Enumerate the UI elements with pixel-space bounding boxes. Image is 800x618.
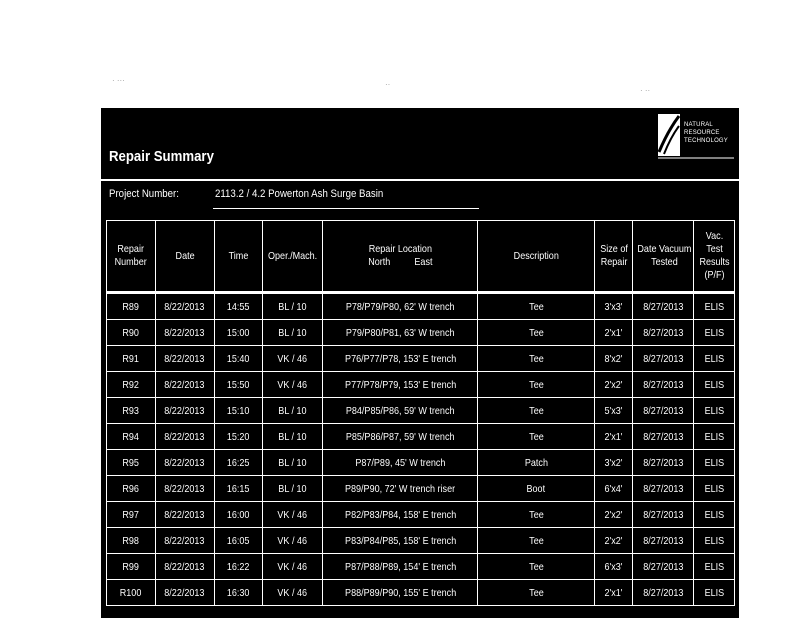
scan-artifact-right: · ·· [640, 86, 651, 95]
cell-date-tested: 8/27/2013 [633, 450, 694, 476]
cell-description: Tee [478, 346, 595, 372]
project-number-value: 2113.2 / 4.2 Powerton Ash Surge Basin [215, 188, 384, 200]
cell-description: Tee [478, 528, 595, 554]
cell-repair-location: P88/P89/P90, 155' E trench [323, 580, 478, 606]
table-row [107, 398, 735, 424]
header-east: East [414, 256, 433, 268]
cell-oper-mach: BL / 10 [263, 320, 323, 346]
table-row [107, 346, 735, 372]
cell-repair-number: R96 [107, 476, 156, 502]
cell-description: Tee [478, 502, 595, 528]
header-vac-test-results: Vac. Test Results (P/F) [694, 221, 735, 293]
header-date-vacuum-tested: Date Vacuum Tested [633, 221, 694, 293]
header-oper-mach: Oper./Mach. [263, 221, 323, 293]
table-row [107, 476, 735, 502]
cell-description: Tee [478, 293, 595, 320]
title-divider [101, 179, 739, 181]
cell-repair-location: P85/P86/P87, 59' W trench [323, 424, 478, 450]
cell-repair-location: P76/P77/P78, 153' E trench [323, 346, 478, 372]
table-row [107, 554, 735, 580]
cell-time: 14:55 [214, 293, 263, 320]
cell-result: ELIS [694, 554, 735, 580]
cell-time: 15:40 [214, 346, 263, 372]
cell-size: 2'x1' [594, 580, 633, 606]
cell-repair-location: P83/P84/P85, 158' E trench [323, 528, 478, 554]
cell-date: 8/22/2013 [155, 580, 214, 606]
cell-size: 2'x2' [594, 502, 633, 528]
cell-repair-location: P87/P89, 45' W trench [323, 450, 478, 476]
cell-repair-number: R98 [107, 528, 156, 554]
cell-repair-location: P89/P90, 72' W trench riser [323, 476, 478, 502]
cell-repair-number: R93 [107, 398, 156, 424]
logo-word-3: TECHNOLOGY [684, 138, 729, 144]
cell-result: ELIS [694, 424, 735, 450]
cell-description: Tee [478, 372, 595, 398]
header-time: Time [214, 221, 263, 293]
cell-size: 2'x1' [594, 424, 633, 450]
cell-repair-location: P84/P85/P86, 59' W trench [323, 398, 478, 424]
cell-time: 16:30 [214, 580, 263, 606]
repair-table [106, 220, 735, 606]
cell-time: 15:50 [214, 372, 263, 398]
cell-result: ELIS [694, 372, 735, 398]
cell-date-tested: 8/27/2013 [633, 424, 694, 450]
cell-date-tested: 8/27/2013 [633, 293, 694, 320]
cell-result: ELIS [694, 398, 735, 424]
cell-date: 8/22/2013 [155, 398, 214, 424]
cell-oper-mach: BL / 10 [263, 476, 323, 502]
cell-repair-location: P82/P83/P84, 158' E trench [323, 502, 478, 528]
repair-summary-sheet [101, 108, 739, 618]
cell-description: Tee [478, 580, 595, 606]
company-logo [656, 112, 736, 164]
cell-date: 8/22/2013 [155, 450, 214, 476]
cell-time: 16:22 [214, 554, 263, 580]
cell-date-tested: 8/27/2013 [633, 580, 694, 606]
cell-date-tested: 8/27/2013 [633, 476, 694, 502]
cell-size: 8'x2' [594, 346, 633, 372]
cell-repair-location: P78/P79/P80, 62' W trench [323, 293, 478, 320]
cell-time: 15:00 [214, 320, 263, 346]
cell-description: Tee [478, 320, 595, 346]
cell-time: 16:15 [214, 476, 263, 502]
cell-date: 8/22/2013 [155, 372, 214, 398]
cell-date-tested: 8/27/2013 [633, 346, 694, 372]
cell-size: 2'x2' [594, 528, 633, 554]
header-description: Description [478, 221, 595, 293]
cell-description: Tee [478, 554, 595, 580]
cell-date-tested: 8/27/2013 [633, 554, 694, 580]
cell-oper-mach: BL / 10 [263, 293, 323, 320]
cell-repair-number: R97 [107, 502, 156, 528]
table-row [107, 502, 735, 528]
cell-date: 8/22/2013 [155, 320, 214, 346]
scan-artifact-middle: ·· [385, 80, 391, 89]
cell-date: 8/22/2013 [155, 502, 214, 528]
cell-date: 8/22/2013 [155, 424, 214, 450]
cell-oper-mach: BL / 10 [263, 450, 323, 476]
cell-time: 16:05 [214, 528, 263, 554]
cell-result: ELIS [694, 580, 735, 606]
cell-oper-mach: VK / 46 [263, 580, 323, 606]
cell-repair-number: R89 [107, 293, 156, 320]
page-title: Repair Summary [109, 148, 214, 165]
cell-repair-number: R99 [107, 554, 156, 580]
logo-text [684, 121, 728, 145]
cell-size: 2'x2' [594, 372, 633, 398]
table-row [107, 293, 735, 320]
table-header-row [107, 221, 735, 293]
cell-size: 3'x2' [594, 450, 633, 476]
cell-oper-mach: VK / 46 [263, 554, 323, 580]
table-row [107, 580, 735, 606]
cell-repair-number: R91 [107, 346, 156, 372]
project-number-label: Project Number: [109, 188, 179, 200]
logo-word-2: RESOURCE [684, 130, 720, 136]
header-repair-number: Repair Number [107, 221, 156, 293]
table-row [107, 424, 735, 450]
table-row [107, 450, 735, 476]
cell-result: ELIS [694, 528, 735, 554]
cell-oper-mach: BL / 10 [263, 398, 323, 424]
cell-oper-mach: VK / 46 [263, 528, 323, 554]
cell-date-tested: 8/27/2013 [633, 320, 694, 346]
cell-oper-mach: VK / 46 [263, 372, 323, 398]
header-north: North [368, 256, 391, 268]
cell-result: ELIS [694, 346, 735, 372]
header-size-of-repair: Size of Repair [594, 221, 633, 293]
cell-size: 6'x4' [594, 476, 633, 502]
cell-oper-mach: BL / 10 [263, 424, 323, 450]
cell-time: 15:10 [214, 398, 263, 424]
cell-result: ELIS [694, 320, 735, 346]
cell-result: ELIS [694, 476, 735, 502]
cell-repair-number: R100 [107, 580, 156, 606]
cell-oper-mach: VK / 46 [263, 346, 323, 372]
cell-description: Tee [478, 398, 595, 424]
cell-date: 8/22/2013 [155, 476, 214, 502]
cell-size: 5'x3' [594, 398, 633, 424]
project-underline [213, 208, 479, 209]
cell-time: 16:00 [214, 502, 263, 528]
cell-repair-number: R95 [107, 450, 156, 476]
cell-result: ELIS [694, 293, 735, 320]
table-row [107, 320, 735, 346]
cell-date: 8/22/2013 [155, 293, 214, 320]
cell-description: Tee [478, 424, 595, 450]
cell-date-tested: 8/27/2013 [633, 398, 694, 424]
cell-time: 16:25 [214, 450, 263, 476]
table-row [107, 372, 735, 398]
cell-date: 8/22/2013 [155, 346, 214, 372]
cell-date-tested: 8/27/2013 [633, 528, 694, 554]
scan-artifact-left: · ··· [112, 76, 125, 85]
header-date: Date [155, 221, 214, 293]
cell-date: 8/22/2013 [155, 528, 214, 554]
cell-size: 3'x3' [594, 293, 633, 320]
cell-oper-mach: VK / 46 [263, 502, 323, 528]
cell-description: Patch [478, 450, 595, 476]
header-repair-location: Repair Location North East [323, 221, 478, 293]
logo-word-1: NATURAL [684, 122, 713, 128]
cell-repair-location: P77/P78/P79, 153' E trench [323, 372, 478, 398]
cell-repair-location: P87/P88/P89, 154' E trench [323, 554, 478, 580]
cell-time: 15:20 [214, 424, 263, 450]
cell-result: ELIS [694, 502, 735, 528]
cell-date: 8/22/2013 [155, 554, 214, 580]
cell-result: ELIS [694, 450, 735, 476]
cell-repair-number: R92 [107, 372, 156, 398]
cell-date-tested: 8/27/2013 [633, 502, 694, 528]
table-row [107, 528, 735, 554]
cell-size: 2'x1' [594, 320, 633, 346]
cell-description: Boot [478, 476, 595, 502]
cell-repair-number: R94 [107, 424, 156, 450]
cell-repair-number: R90 [107, 320, 156, 346]
cell-repair-location: P79/P80/P81, 63' W trench [323, 320, 478, 346]
cell-size: 6'x3' [594, 554, 633, 580]
cell-date-tested: 8/27/2013 [633, 372, 694, 398]
